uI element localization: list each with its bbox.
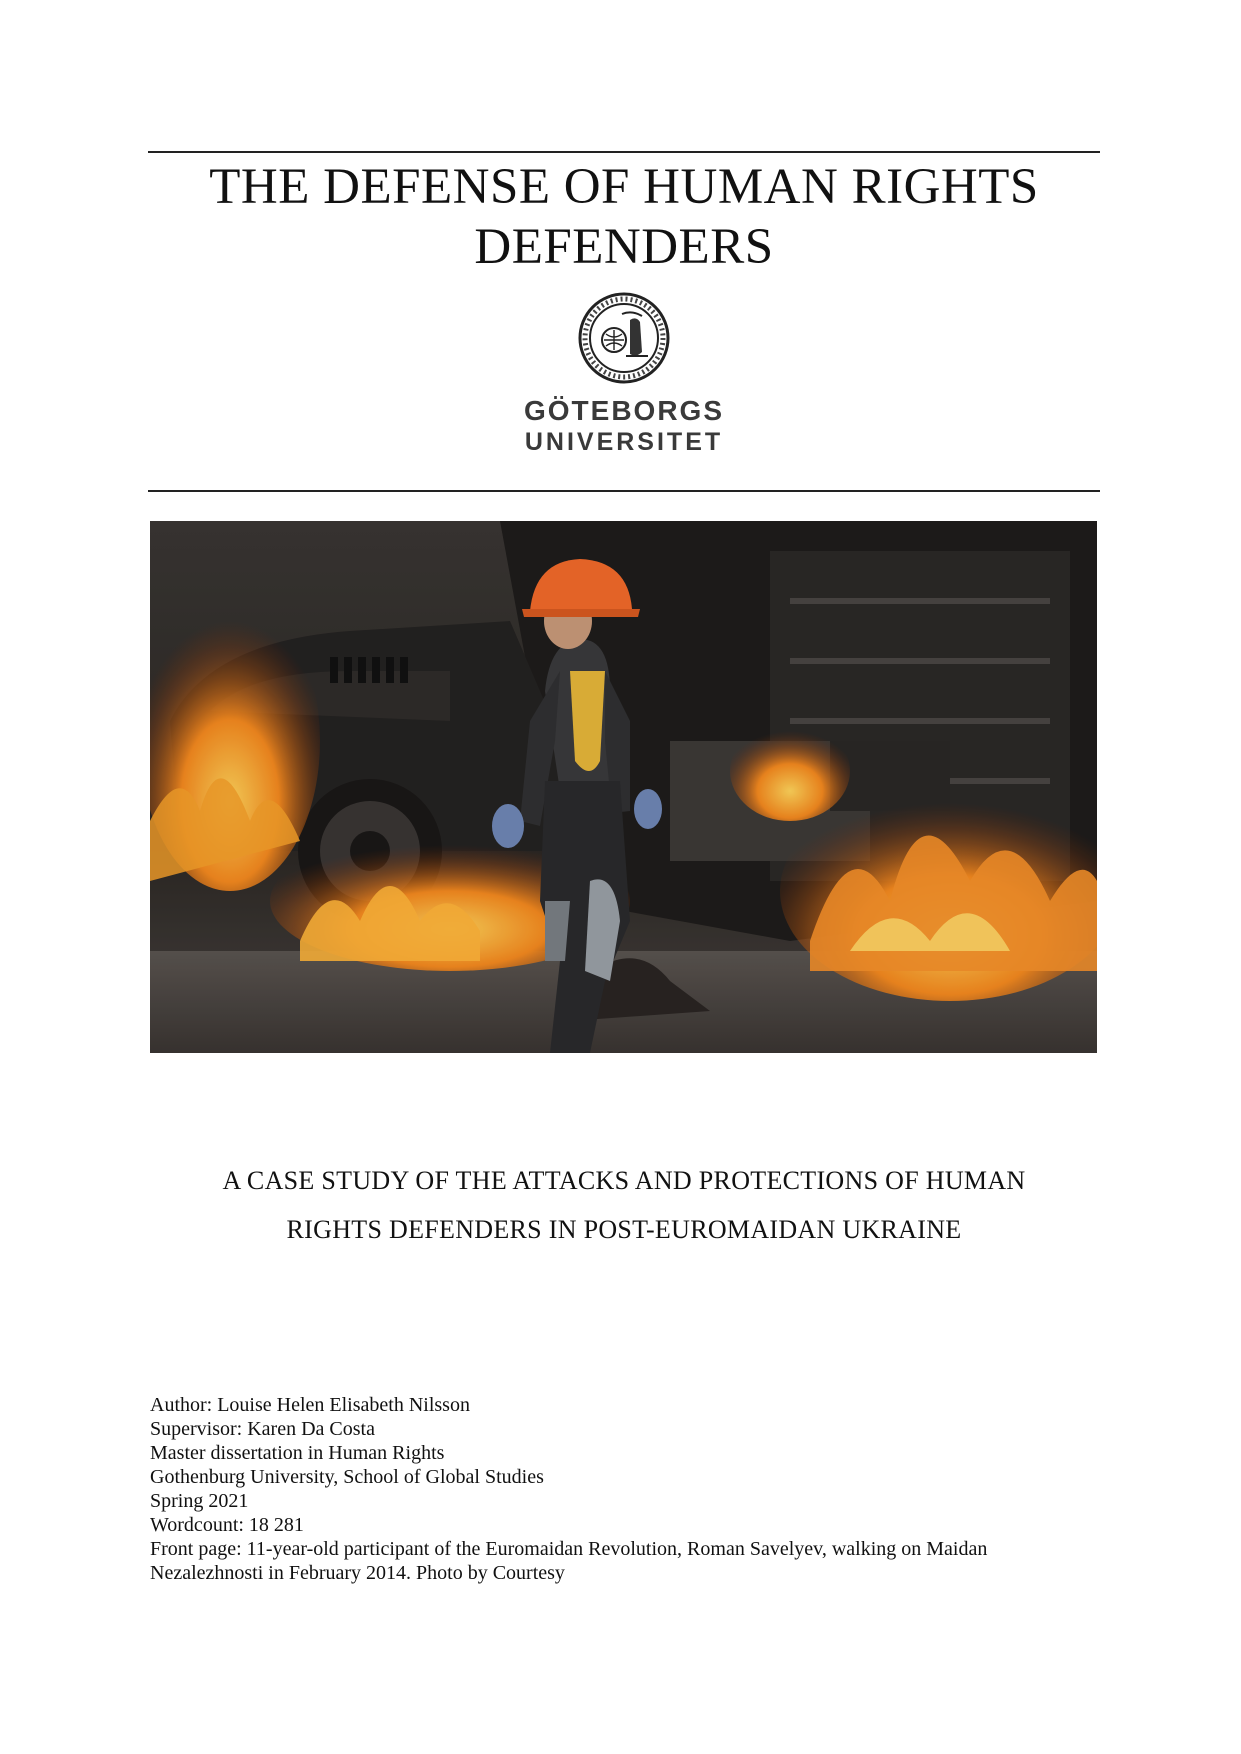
supervisor-line: Supervisor: Karen Da Costa [150, 1418, 375, 1440]
institution-line: Gothenburg University, School of Global Studies [150, 1466, 544, 1488]
document-title-line-1: THE DEFENSE OF HUMAN RIGHTS [209, 159, 1039, 215]
university-name-line-1: GÖTEBORGS [523, 395, 724, 426]
author-line: Author: Louise Helen Elisabeth Nilsson [150, 1394, 470, 1416]
document-metadata [150, 1393, 1110, 1585]
cover-photo [150, 521, 1097, 1053]
document-title-line-2: DEFENDERS [474, 219, 774, 275]
university-seal-icon [576, 290, 672, 386]
subtitle-line-2: RIGHTS DEFENDERS IN POST-EUROMAIDAN UKRAINE [286, 1215, 962, 1244]
term-line: Spring 2021 [150, 1490, 249, 1512]
bottom-divider [148, 490, 1100, 492]
wordcount-line: Wordcount: 18 281 [150, 1514, 304, 1536]
university-name-line-2: UNIVERSITET [524, 428, 724, 456]
photo-caption-line-2: Nezalezhnosti in February 2014. Photo by Courtesy [150, 1562, 565, 1584]
subtitle-line-1: A CASE STUDY OF THE ATTACKS AND PROTECTIONS OF HUMAN [222, 1166, 1026, 1195]
top-divider [148, 151, 1100, 153]
photo-caption-line-1: Front page: 11-year-old participant of the Euromaidan Revolution, Roman Savelyev, walking on Maidan [150, 1538, 988, 1560]
degree-line: Master dissertation in Human Rights [150, 1442, 445, 1464]
